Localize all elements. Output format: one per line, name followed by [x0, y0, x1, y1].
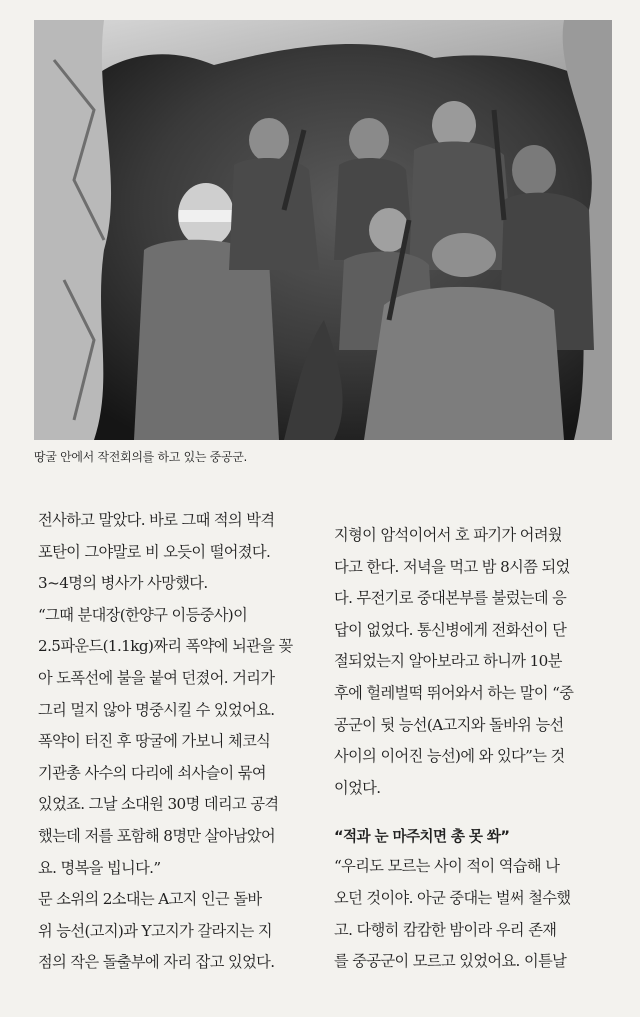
- text-line: 절되었는지 알아보라고 하니까 10분: [334, 652, 562, 671]
- text-line: 공군이 뒷 능선(A고지와 돌바위 능선: [334, 715, 564, 734]
- text-line: 다. 무전기로 중대본부를 불렀는데 응: [334, 589, 567, 608]
- tunnel-photo: [34, 20, 612, 440]
- right-text-column: [334, 520, 608, 978]
- text-line: 있었죠. 그날 소대원 30명 데리고 공격: [38, 795, 279, 814]
- text-line: 위 능선(고지)과 Y고지가 갈라지는 지: [38, 921, 272, 940]
- text-line: 지형이 암석이어서 호 파기가 어려웠: [334, 526, 562, 544]
- text-line: 이었다.: [334, 778, 381, 797]
- tunnel-photo-icon: [34, 20, 612, 440]
- text-line: “그때 분대장(한양구 이등중사)이: [38, 605, 248, 624]
- text-line: 아 도폭선에 불을 붙여 던졌어. 거리가: [38, 668, 275, 687]
- text-line: 답이 없었다. 통신병에게 전화선이 단: [334, 620, 567, 639]
- text-line: 점의 작은 돌출부에 자리 잡고 있었다.: [38, 953, 275, 972]
- text-line: 포탄이 그야말로 비 오듯이 떨어졌다.: [38, 542, 271, 561]
- text-line: 문 소위의 2소대는 A고지 인근 돌바: [38, 890, 262, 909]
- text-line: 고. 다행히 캄캄한 밤이라 우리 존재: [334, 920, 557, 939]
- text-line: 폭약이 터진 후 땅굴에 가보니 체코식: [38, 732, 271, 751]
- text-line: 전사하고 말았다. 바로 그때 적의 박격: [38, 511, 275, 529]
- text-line: 2.5파운드(1.1kg)짜리 폭약에 뇌관을 꽂: [38, 637, 293, 656]
- text-line: 했는데 저를 포함해 8명만 살아남았어: [38, 826, 276, 845]
- text-line: 기관총 사수의 다리에 쇠사슬이 묶여: [38, 763, 266, 782]
- text-line: 다고 한다. 저녁을 먹고 밤 8시쯤 되었: [334, 557, 570, 576]
- text-line: 후에 헐레벌떡 뛰어와서 하는 말이 “중: [334, 683, 574, 702]
- text-line: 그리 멀지 않아 명중시킬 수 있었어요.: [38, 700, 275, 719]
- text-line: 오던 것이야. 아군 중대는 벌써 철수했: [334, 888, 571, 907]
- photo-caption: 땅굴 안에서 작전회의를 하고 있는 중공군.: [34, 450, 248, 464]
- text-line: “우리도 모르는 사이 적이 역습해 나: [334, 857, 560, 876]
- section-subheading: “적과 눈 마주치면 총 못 쏴”: [334, 828, 510, 846]
- text-line: 사이의 이어진 능선)에 와 있다”는 것: [334, 747, 565, 766]
- left-text-column: [38, 505, 312, 979]
- text-line: 요. 명복을 빕니다.”: [38, 858, 161, 877]
- text-line: 3~4명의 병사가 사망했다.: [38, 574, 208, 593]
- text-line: 를 중공군이 모르고 있었어요. 이튿날: [334, 952, 567, 971]
